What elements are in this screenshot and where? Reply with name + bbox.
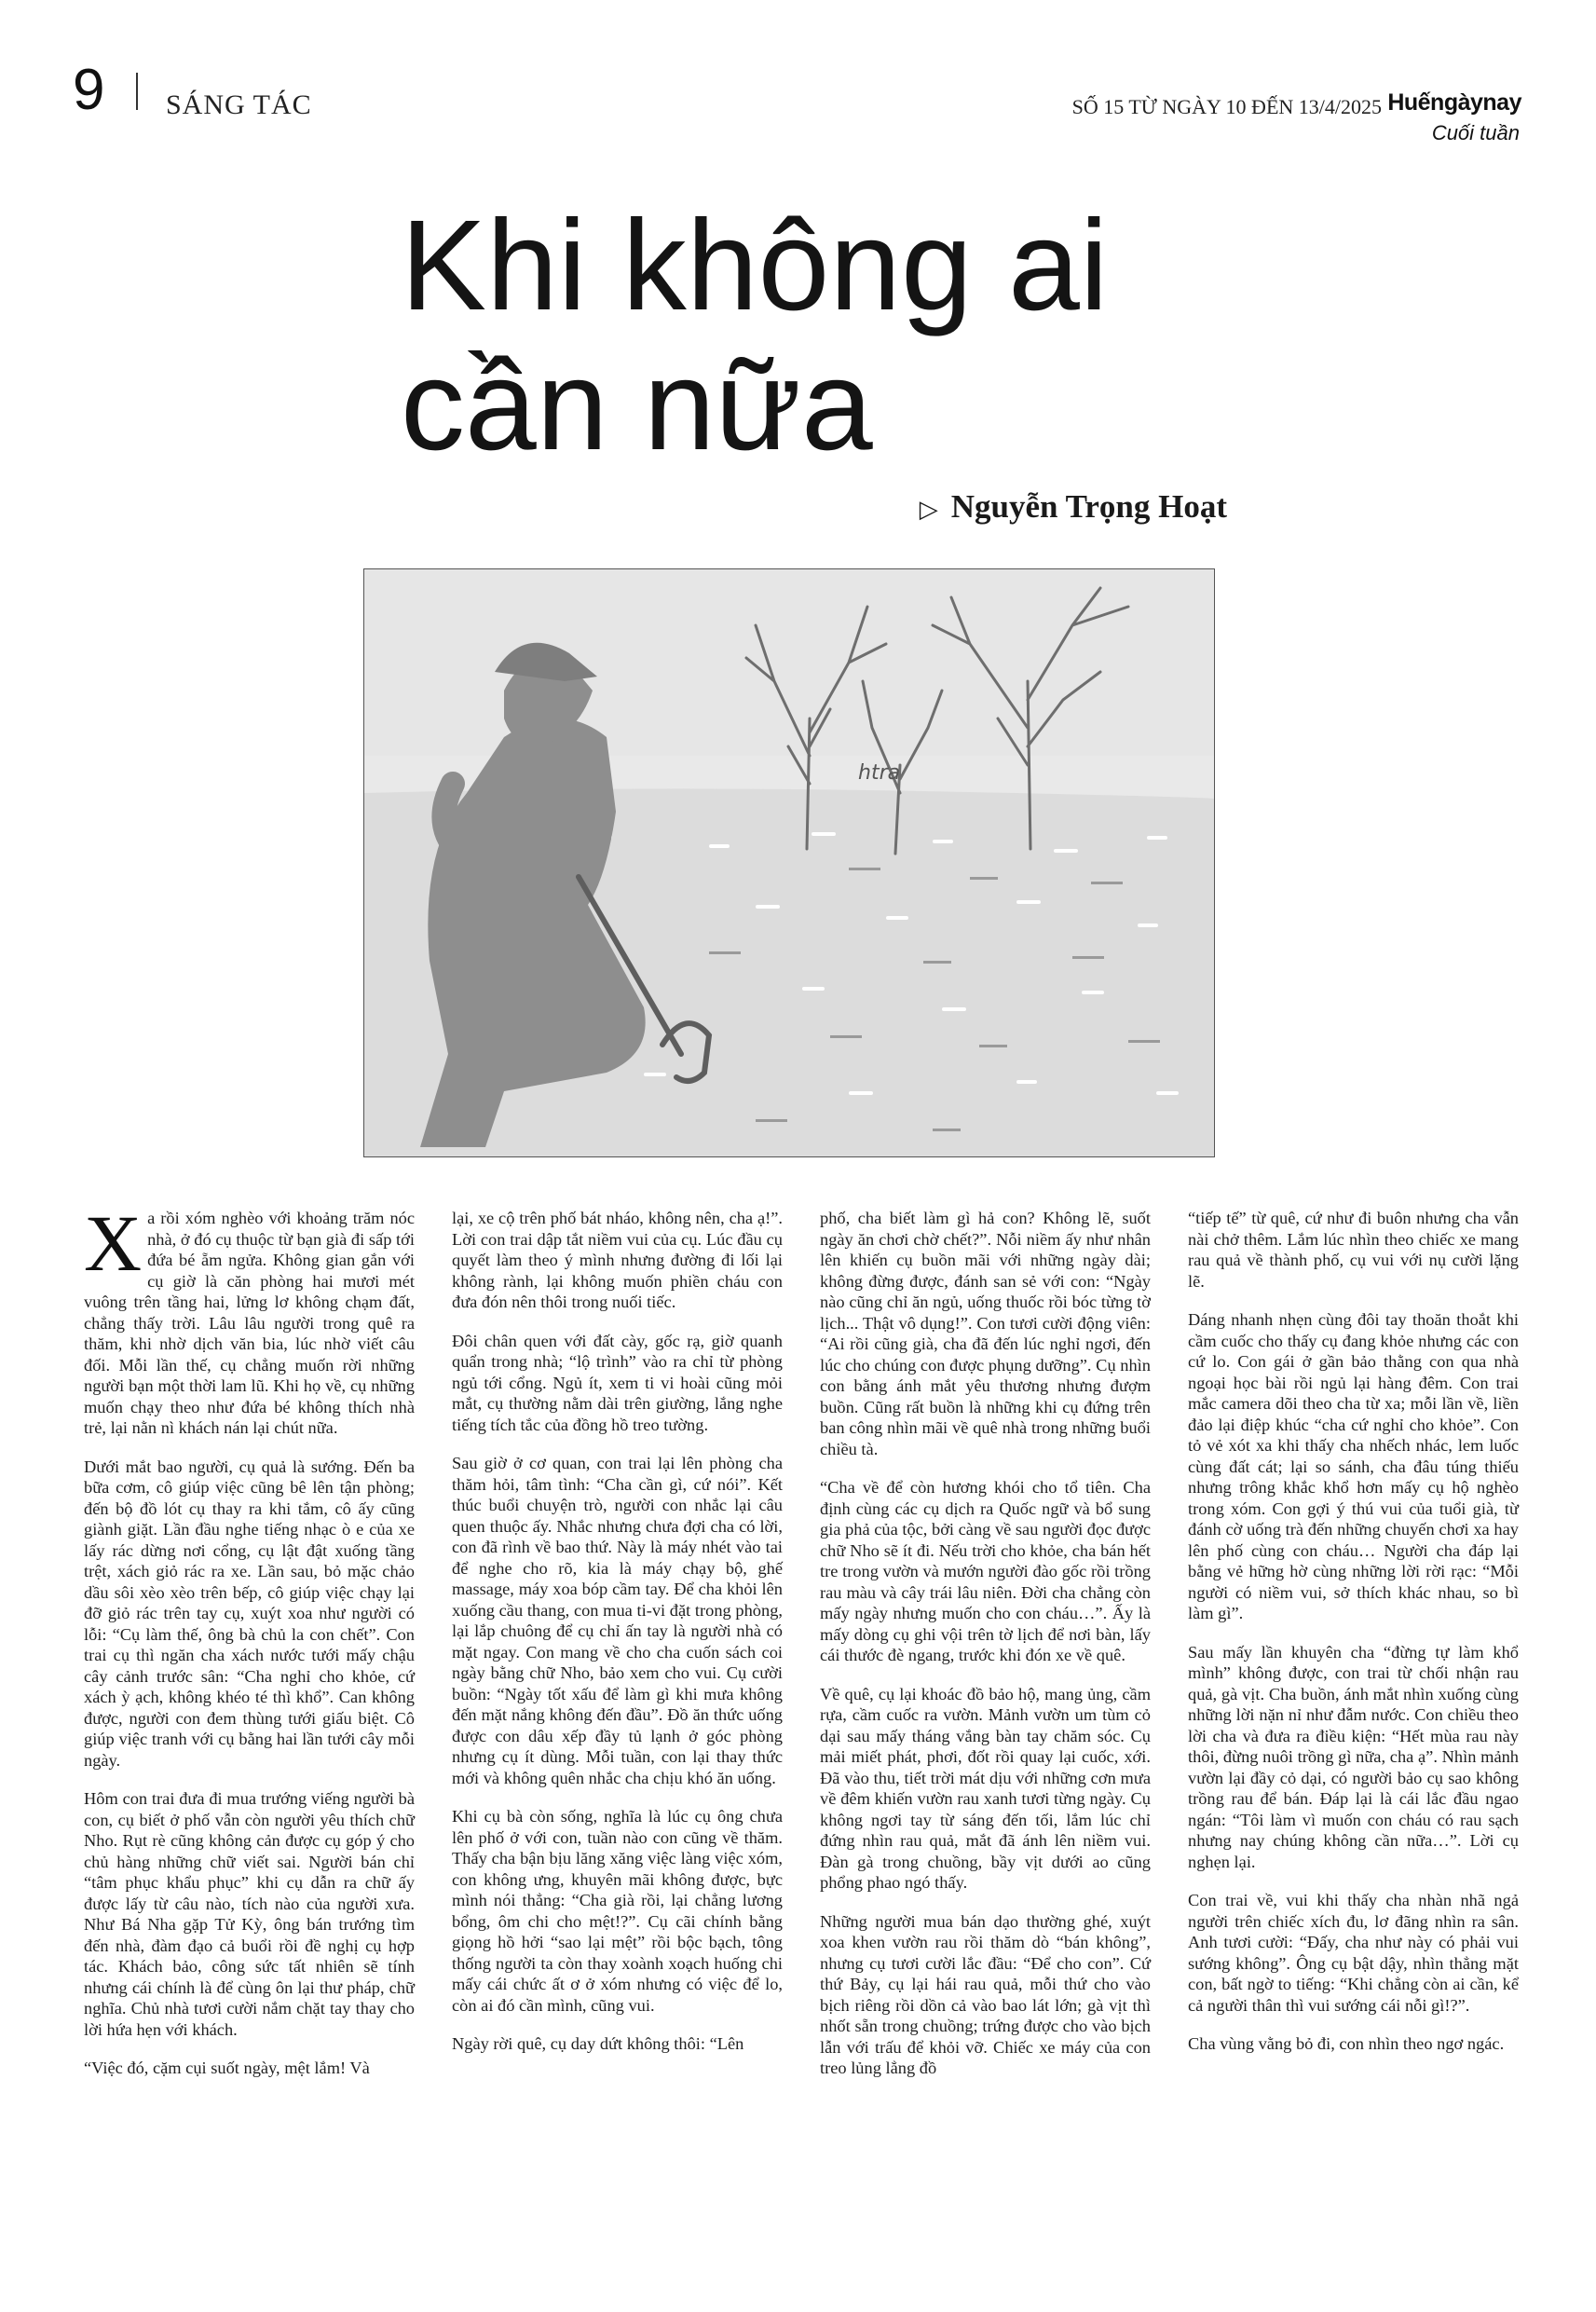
- byline: [920, 488, 1227, 526]
- paragraph: [84, 1198, 415, 1439]
- title-line-1: Khi không ai: [401, 194, 1109, 337]
- paragraph: Sau giờ ở cơ quan, con trai lại lên phòng cha thăm hỏi, tâm tình: “Cha cần gì, cứ nói”. Kết thúc buổi chuyện trò, người con nhắc lại câu quen thuộc ấy. Nhắc nhưng chưa đợi cha có lời, con đã rình về bao thứ. Này là máy nhét vào tai để nghe cho rõ, kia là máy chạy bộ, ghế massage, máy xoa bóp cầm tay. Để cha khỏi lên xuống cầu thang, con mua ti-vi đặt trong phòng, lại lắp chuông để cụ chỉ ấn tay là người nhà có mặt ngay. Con mang về cho cha cuốn sách coi ngày bằng chữ Nho, bảo xem cho vui. Cụ cười buồn: “Ngày tốt xấu để làm gì khi mưa không đến mặt nắng không đến đầu”. Đồ ăn thức uống được con dâu xếp đầy tủ lạnh ở góc phòng nhưng cụ ít dùng. Mỗi tuần, con lại thay thức mới và không quên nhắc cha chịu khó ăn uống.: [452, 1454, 783, 1787]
- page-number: 9: [73, 58, 105, 122]
- illustrator-signature: htra: [858, 761, 901, 785]
- paragraph-text: a rồi xóm nghèo với khoảng trăm nóc nhà, ở đó cụ thuộc từ bạn già đi sấp tới đứa bé ẵm ngửa. Không gian gắn với cụ giờ là căn phòng hai mươi mét vuông trên tầng hai, lửng lơ không chạm đất, chẳng thấy trời. Lâu lâu người trong quê ra thăm, khi nhờ dịch văn bia, lúc nhờ viết câu đối. Mỗi lần thế, cụ chẳng muốn rời những người bạn một thời lam lũ. Khi họ về, cụ những muốn chạy theo như đứa bé không thích nhà trẻ, lại nằn nì khách nán lại chút nữa.: [84, 1209, 415, 1437]
- publication-logo: [1387, 89, 1521, 155]
- paragraph: “tiếp tế” từ quê, cứ như đi buôn nhưng cha vẫn nài chở thêm. Lắm lúc nhìn theo chiếc xe mang rau quả về thành phố, cụ vui với nụ cười lặng lẽ.: [1188, 1209, 1519, 1291]
- header-divider: [136, 73, 138, 110]
- paragraph: Ngày rời quê, cụ day dứt không thôi: “Lên: [452, 2034, 744, 2053]
- paragraph: Dáng nhanh nhẹn cùng đôi tay thoăn thoắt khi cầm cuốc cho thấy cụ đang khỏe nhưng các con cứ lo. Con gái ở gần bảo thằng con qua nhà ngoại học bài rồi ngủ lại hàng đêm. Con trai mắc camera dõi theo cha từ xa; mỗi lần về, liền đảo lại điệp khúc “cha cứ nghỉ cho khỏe”. Con tỏ vẻ xót xa khi thấy cha nhếch nhác, lem luốc cùng đất cát; lại so sánh, cha đâu túng thiếu nhưng trông khắc khổ hơn mấy cụ hộ nghèo trong xóm. Con gợi ý thú vui của tuổi già, từ đánh cờ uống trà đến những chuyến chơi xa hay lên phố cùng con cháu… Người cha đáp lại bằng vẻ hững hờ cùng những lời rời rạc: “Mỗi người có niềm vui, sở thích khác nhau, so bì làm gì”.: [1188, 1310, 1519, 1622]
- paragraph: Khi cụ bà còn sống, nghĩa là lúc cụ ông chưa lên phố ở với con, tuần nào con cũng về thăm. Thấy cha bận bịu lăng xăng việc làng việc xóm, con không ưng, khuyên mãi không được, bực mình nói thẳng: “Cha già rồi, lại chẳng lương bổng, ôm chi cho mệt!?”. Cụ cãi chính bằng giọng hồ hởi “sao lại mệt” rồi bộc bạch, tông thống người ta còn thay xoành xoạch huống chi mấy cái chức ất ơ ở xóm nhưng có việc để lo, còn ai đó cần mình, cũng vui.: [452, 1807, 783, 2015]
- byline-triangle-icon: ▷: [919, 496, 938, 524]
- article-body: [84, 1198, 1519, 2279]
- title-line-2: cần nữa: [401, 334, 873, 477]
- text-column-2: [452, 1208, 783, 2073]
- article-title: [401, 196, 1239, 475]
- logo-sub-text: Cuối tuần: [1431, 121, 1520, 144]
- illustration-drawing: [364, 569, 1214, 1156]
- paragraph: Cha vùng vằng bỏ đi, con nhìn theo ngơ ngác.: [1188, 2034, 1505, 2053]
- text-column-4: [1188, 1208, 1519, 2073]
- paragraph: lại, xe cộ trên phố bát nháo, không nên, cha ạ!”. Lời con trai dập tắt niềm vui của cụ. Lúc đầu cụ quyết làm theo ý mình nhưng đường đi lối lại không rành, lại không muốn phiền cháu con đưa đón nên thôi trong nuối tiếc.: [452, 1209, 783, 1311]
- paragraph: Đôi chân quen với đất cày, gốc rạ, giờ quanh quẩn trong nhà; “lộ trình” vào ra chỉ từ phòng ngủ tới cổng. Ngủ ít, xem ti vi hoài cũng mỏi mắt, cụ thường nằm dài trên giường, lắng nghe tiếng tích tắc của đồng hồ treo tường.: [452, 1331, 783, 1434]
- section-label: SÁNG TÁC: [166, 89, 312, 120]
- logo-main-text: Huếngàynay: [1387, 89, 1521, 116]
- paragraph: Những người mua bán dạo thường ghé, xuýt xoa khen vườn rau rồi thăm dò “bán không”, nhưng cụ tươi cười lắc đầu: “Để cho con”. Cứ thứ Bảy, cụ lại hái rau quả, mỗi thứ cho vào bịch riêng rồi dồn cả vào bao lát lớn; gà vịt thì nhốt sẵn trong chuồng; trứng được cho vào bịch lẫn với trấu để khỏi vỡ. Chiếc xe máy của con treo lủng lẳng đồ: [820, 1911, 1151, 2077]
- text-column-3: [820, 1208, 1151, 2097]
- article-illustration: [363, 568, 1215, 1157]
- paragraph: Dưới mắt bao người, cụ quả là sướng. Đến ba bữa cơm, cô giúp việc cũng bê lên tận phòng; đến bộ đồ lót cụ thay ra khi tắm, cô ấy cũng giành giặt. Lần đầu nghe tiếng nhạc ò e của xe lấy rác dừng nơi cổng, cụ lật đật xuống tầng trệt, xách giỏ rác ra xe. Lần sau, bỏ mặc chảo dầu sôi xèo xèo trên bếp, cô giúp việc chạy lại đỡ giỏ rác trên tay cụ, xuýt xoa như người có lỗi: “Cụ làm thế, ông bà chủ la con chết”. Con trai cụ thì ngăn cha xách nước tưới mấy chậu cây cảnh trước sân: “Cha nghỉ cho khỏe, cứ xách ỳ ạch, không khéo té thì khổ”. Can không được, người con đem thùng tưới giấu biệt. Cô giúp việc tranh với cụ bằng hai lần tưới cây mỗi ngày.: [84, 1457, 415, 1770]
- text-column-1: [84, 1198, 415, 2097]
- author-name: Nguyễn Trọng Hoạt: [950, 488, 1227, 525]
- issue-date: SỐ 15 TỪ NGÀY 10 ĐẾN 13/4/2025: [1071, 95, 1382, 118]
- paragraph: Về quê, cụ lại khoác đồ bảo hộ, mang ủng, cầm rựa, cầm cuốc ra vườn. Mảnh vườn um tùm cỏ dại sau mấy tháng vắng bàn tay chăm sóc. Cụ mải miết phát, phơi, đốt rồi quay lại cuốc, xới. Đã vào thu, tiết trời mát dịu với những cơn mưa về đêm khiến vườn rau xanh tươi từng ngày. Cụ không ngơi tay từ sáng đến tối, lắm lúc chỉ đứng nhìn rau quả, mắt đã ánh lên niềm vui. Đàn gà trong chuồng, bầy vịt dưới ao cũng phổng phao ngó thấy.: [820, 1684, 1151, 1892]
- paragraph: “Cha về để còn hương khói cho tổ tiên. Cha định cùng các cụ dịch ra Quốc ngữ và bổ sung gia phả của tộc, bởi càng về sau người đọc được chữ Nho sẽ ít đi. Nếu trời cho khỏe, cha bán hết tre trong vườn và mướn người đào gốc rồi trồng rau màu và cây trái lâu niên. Đời cha chẳng còn mấy ngày nhưng muốn cho con cháu…”. Ấy là mấy dòng cụ ghi vội trên tờ lịch để nơi bàn, lấy cái thước đè ngang, trước khi đón xe về quê.: [820, 1478, 1151, 1664]
- paragraph: “Việc đó, cặm cụi suốt ngày, mệt lắm! Và: [84, 2059, 370, 2077]
- paragraph: Con trai về, vui khi thấy cha nhàn nhã ngả người trên chiếc xích đu, lơ đãng nhìn ra sân. Anh tươi cười: “Đấy, cha như này có phải vui sướng không”. Ông cụ bật dậy, nhìn thẳng mặt con, bất ngờ to tiếng: “Khi chẳng còn ai cần, kể cả người thân thì vui sướng cái nỗi gì!?”.: [1188, 1891, 1519, 2015]
- drop-cap: X: [84, 1198, 143, 1288]
- paragraph: Sau mấy lần khuyên cha “đừng tự làm khổ mình” không được, con trai từ chối nhận rau quả, gà vịt. Cha buồn, ánh mắt nhìn xuống cùng những lời nặn nỉ như đẫm nước. Con chiều theo lời cha và đưa ra điều kiện: “Hết mùa rau này thôi, đừng nuôi trồng gì nữa, cha ạ”. Nhìn mảnh vườn lại đầy cỏ dại, có người bảo cụ sao không trồng rau để bán. Đáp lại là cái lắc đầu ngao ngán: “Tôi làm vì muốn con cháu có rau sạch nhưng nay chúng không cần nữa…”. Lời cụ nghẹn lại.: [1188, 1642, 1519, 1871]
- paragraph: phố, cha biết làm gì hả con? Không lẽ, suốt ngày ăn chơi chờ chết?”. Nỗi niềm ấy như nhân lên khiến cụ buồn mãi với những ngày dài; không đừng được, đánh san sẻ với con: “Ngày nào cũng chỉ ăn ngủ, uống thuốc rồi bóc từng tờ lịch... Thật vô dụng!”. Con tươi cười động viên: “Ai rồi cũng già, cha đã đến lúc nghỉ ngơi, đến lúc cho chúng con được phụng dưỡng”. Cụ nhìn con bằng ánh mắt yêu thương nhưng đượm buồn. Cũng rất buồn là những khi cụ đứng trên ban công nhìn mãi về quê nhà trong những buổi chiều tà.: [820, 1209, 1151, 1458]
- paragraph: Hôm con trai đưa đi mua trướng viếng người bà con, cụ biết ở phố vẫn còn người yêu thích chữ Nho. Rụt rè cũng không cản được cụ góp ý cho chủ hàng những chữ viết sai. Người bán chỉ “tâm phục khẩu phục” khi cụ dẫn ra chữ ấy được lấy từ câu nào, tích nào của người xưa. Như Bá Nha gặp Tử Kỳ, ông bán trướng tìm đến nhà, đàm đạo cả buổi rồi đề nghị cụ hợp tác. Khách bảo, công sức tất nhiên sẽ tính nhưng cái chính là để cùng ôn lại thư pháp, chữ nghĩa. Chủ nhà tươi cười nắm chặt tay thay cho lời hứa hẹn với khách.: [84, 1789, 415, 2039]
- page-header: [73, 58, 1521, 145]
- sky-area: [364, 569, 1214, 756]
